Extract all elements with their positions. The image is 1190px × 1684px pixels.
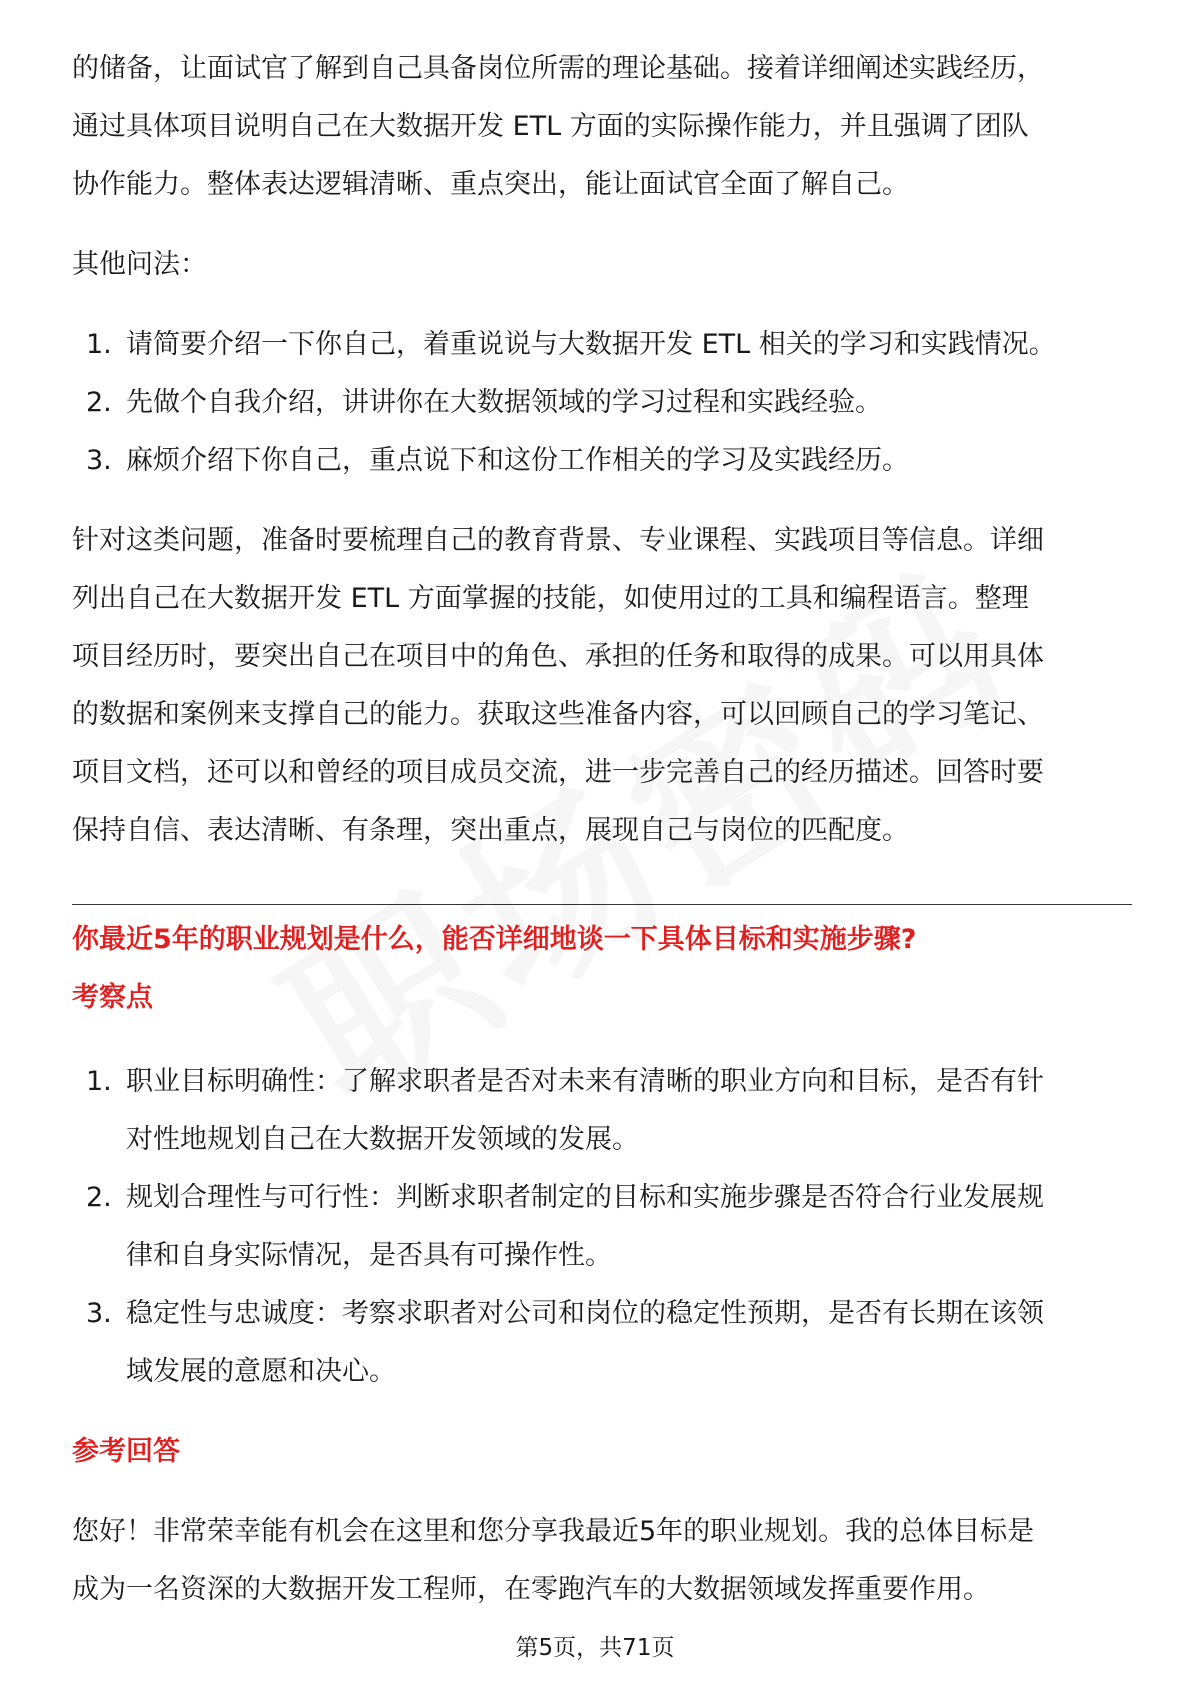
top-paragraph <box>72 40 1132 214</box>
list-number: 2. <box>86 387 112 418</box>
list-item-text: 职业目标明确性：了解求职者是否对未来有清晰的职业方向和目标，是否有针 <box>126 1066 1044 1097</box>
list-item-text: 先做个自我介绍，讲讲你在大数据领域的学习过程和实践经验。 <box>126 387 882 418</box>
list-item-text: 麻烦介绍下你自己，重点说下和这份工作相关的学习及实践经历。 <box>126 445 909 476</box>
other-asks-list <box>72 316 1132 490</box>
list-item <box>72 1053 1132 1169</box>
paragraph-line: 协作能力。整体表达逻辑清晰、重点突出，能让面试官全面了解自己。 <box>72 169 909 200</box>
paragraph-line: 列出自己在大数据开发 ETL 方面掌握的技能，如使用过的工具和编程语言。整理 <box>72 583 1029 614</box>
list-number: 1. <box>86 329 112 360</box>
paragraph-line: 通过具体项目说明自己在大数据开发 ETL 方面的实际操作能力，并且强调了团队 <box>72 111 1029 142</box>
list-item <box>72 1285 1132 1401</box>
list-number: 3. <box>86 1298 112 1329</box>
paragraph-line: 项目经历时，要突出自己在项目中的角色、承担的任务和取得的成果。可以用具体 <box>72 641 1044 672</box>
list-item-text: 对性地规划自己在大数据开发领域的发展。 <box>126 1124 639 1155</box>
list-item <box>72 432 1132 490</box>
list-item-text: 域发展的意愿和决心。 <box>126 1356 396 1387</box>
list-number: 2. <box>86 1182 112 1213</box>
paragraph-line: 的数据和案例来支撑自己的能力。获取这些准备内容，可以回顾自己的学习笔记、 <box>72 699 1044 730</box>
paragraph-line: 的储备，让面试官了解到自己具备岗位所需的理论基础。接着详细阐述实践经历， <box>72 53 1044 84</box>
list-item <box>72 374 1132 432</box>
paragraph-line: 保持自信、表达清晰、有条理，突出重点，展现自己与岗位的匹配度。 <box>72 815 909 846</box>
list-item-text: 律和自身实际情况，是否具有可操作性。 <box>126 1240 612 1271</box>
reference-answer-heading: 参考回答 <box>72 1436 180 1467</box>
other-asks-label: 其他问法： <box>72 249 207 280</box>
question-title: 你最近5年的职业规划是什么，能否详细地谈一下具体目标和实施步骤? <box>72 924 917 955</box>
page-footer <box>0 1632 1190 1664</box>
paragraph-line: 您好！非常荣幸能有机会在这里和您分享我最近5年的职业规划。我的总体目标是 <box>72 1516 1035 1547</box>
advice-paragraph <box>72 512 1132 860</box>
exam-points-list <box>72 1053 1132 1401</box>
document-page <box>72 40 1132 1619</box>
reference-answer <box>72 1503 1132 1619</box>
list-item <box>72 316 1132 374</box>
page-number: 第5页，共71页 <box>515 1635 675 1661</box>
paragraph-line: 针对这类问题，准备时要梳理自己的教育背景、专业课程、实践项目等信息。详细 <box>72 525 1044 556</box>
list-item-text: 规划合理性与可行性：判断求职者制定的目标和实施步骤是否符合行业发展规 <box>126 1182 1044 1213</box>
list-item-text: 请简要介绍一下你自己，着重说说与大数据开发 ETL 相关的学习和实践情况。 <box>126 329 1056 360</box>
list-item <box>72 1169 1132 1285</box>
exam-points-heading: 考察点 <box>72 982 153 1013</box>
list-number: 1. <box>86 1066 112 1097</box>
list-item-text: 稳定性与忠诚度：考察求职者对公司和岗位的稳定性预期，是否有长期在该领 <box>126 1298 1044 1329</box>
list-number: 3. <box>86 445 112 476</box>
paragraph-line: 项目文档，还可以和曾经的项目成员交流，进一步完善自己的经历描述。回答时要 <box>72 757 1044 788</box>
paragraph-line: 成为一名资深的大数据开发工程师，在零跑汽车的大数据领域发挥重要作用。 <box>72 1574 990 1605</box>
